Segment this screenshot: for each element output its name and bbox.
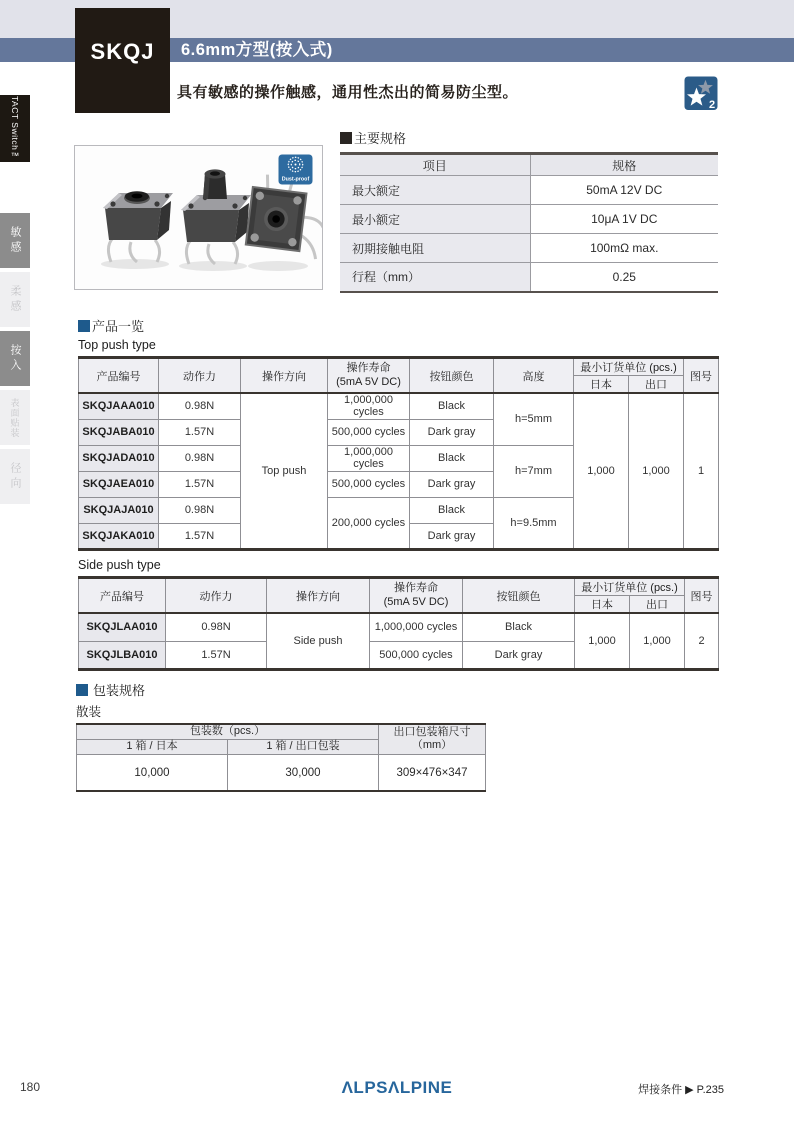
side-push-table (78, 576, 719, 671)
side-push-title: Side push type (78, 558, 161, 572)
col-moq: 最小订货单位 (pcs.) (574, 358, 684, 376)
product-description: 具有敏感的操作触感，通用性杰出的简易防尘型。 (177, 84, 519, 101)
series-label: TACT Switch™ (10, 96, 20, 161)
sidebar-tab-push-in: 按入 (0, 331, 30, 386)
col-direction: 操作方向 (267, 578, 370, 614)
table-row: SKQJAKA010 1.57N Dark gray (79, 523, 719, 549)
products-heading: 产品一览 (78, 316, 718, 335)
col-japan-box: 1 箱 / 日本 (77, 739, 228, 754)
col-pack-count: 包装数（pcs.） (77, 724, 379, 739)
sidebar-tab-smd: 表面贴装 (0, 390, 30, 445)
col-export-box-size: 出口包装箱尺寸 （mm） (379, 724, 486, 754)
table-row: 最小额定 10μA 1V DC (340, 205, 718, 234)
col-life: 操作寿命 (5mA 5V DC) (328, 358, 410, 394)
specs-table (340, 152, 718, 293)
table-row: SKQJAEA010 1.57N 500,000 cycles Dark gray (79, 471, 719, 497)
side-push-section (78, 558, 718, 671)
table-row: 初期接触电阻 100mΩ max. (340, 234, 718, 263)
top-push-table (78, 356, 719, 551)
star-badge-icon (684, 76, 718, 111)
alps-alpine-logo: ΛLPSΛLPINE (341, 1078, 453, 1097)
col-part: 产品编号 (79, 578, 166, 614)
product-list-section (78, 316, 718, 551)
section-marker-icon (340, 132, 352, 144)
top-push-title: Top push type (78, 338, 156, 352)
col-part: 产品编号 (79, 358, 159, 394)
specs-col-spec: 规格 (530, 154, 718, 176)
model-code-box (75, 8, 170, 113)
table-row: 最大额定 50mA 12V DC (340, 176, 718, 205)
packaging-table (76, 723, 486, 792)
product-photo (74, 145, 323, 290)
model-code: SKQJ (90, 39, 155, 64)
col-japan: 日本 (574, 376, 629, 394)
col-fig: 图号 (684, 358, 719, 394)
table-row: SKQJLAA010 0.98N Side push 1,000,000 cycles Black 1,000 1,000 2 (79, 613, 719, 641)
switch-top-push-tall (181, 169, 251, 264)
col-export: 出口 (630, 596, 685, 614)
table-row: SKQJABA010 1.57N 500,000 cycles Dark gray (79, 419, 719, 445)
dust-proof-badge (278, 154, 313, 190)
col-life: 操作寿命 (5mA 5V DC) (370, 578, 463, 614)
sidebar-tab-soft: 柔感 (0, 272, 30, 327)
col-export: 出口 (629, 376, 684, 394)
sidebar-tab-radial: 径向 (0, 449, 30, 504)
col-color: 按钮颜色 (463, 578, 575, 614)
table-row: 行程（mm） 0.25 (340, 263, 718, 292)
col-force: 动作力 (166, 578, 267, 614)
star-badge-number: 2 (708, 99, 716, 111)
dust-proof-label: Dust-proof (281, 176, 310, 183)
col-fig: 图号 (685, 578, 719, 614)
section-marker-icon (78, 320, 90, 332)
col-export-box: 1 箱 / 出口包装 (228, 739, 379, 754)
packaging-heading: 包装规格 (76, 680, 486, 699)
table-row: 10,000 30,000 309×476×347 (77, 754, 486, 791)
table-row: SKQJAJA010 0.98N 200,000 cycles Black h=9.5mm (79, 497, 719, 523)
col-japan: 日本 (575, 596, 630, 614)
sidebar-series-tab (0, 95, 30, 162)
page-title: 6.6mm方型(按入式) (181, 41, 333, 59)
bulk-label: 散装 (76, 705, 102, 719)
rating-star-badge (684, 76, 718, 116)
col-force: 动作力 (159, 358, 241, 394)
specs-col-item: 项目 (340, 154, 530, 176)
packaging-section (76, 680, 486, 792)
table-row: SKQJADA010 0.98N 1,000,000 cycles Black h=7mm (79, 445, 719, 471)
specs-heading: 主要规格 (340, 128, 718, 147)
table-row: SKQJLBA010 1.57N 500,000 cycles Dark gray (79, 641, 719, 669)
soldering-conditions-reference: 焊接条件 ▶ P.235 (638, 1084, 724, 1096)
col-height: 高度 (494, 358, 574, 394)
page-number: 180 (20, 1080, 41, 1094)
col-color: 按钮颜色 (410, 358, 494, 394)
col-direction: 操作方向 (241, 358, 328, 394)
col-moq: 最小订货单位 (pcs.) (575, 578, 685, 596)
main-specs-section (340, 128, 718, 293)
sidebar-tab-sensitive: 敏感 (0, 213, 30, 268)
section-marker-icon (76, 684, 88, 696)
switch-top-push-short (103, 191, 173, 262)
table-row: SKQJAAA010 0.98N Top push 1,000,000 cycles Black h=5mm 1,000 1,000 1 (79, 393, 719, 419)
